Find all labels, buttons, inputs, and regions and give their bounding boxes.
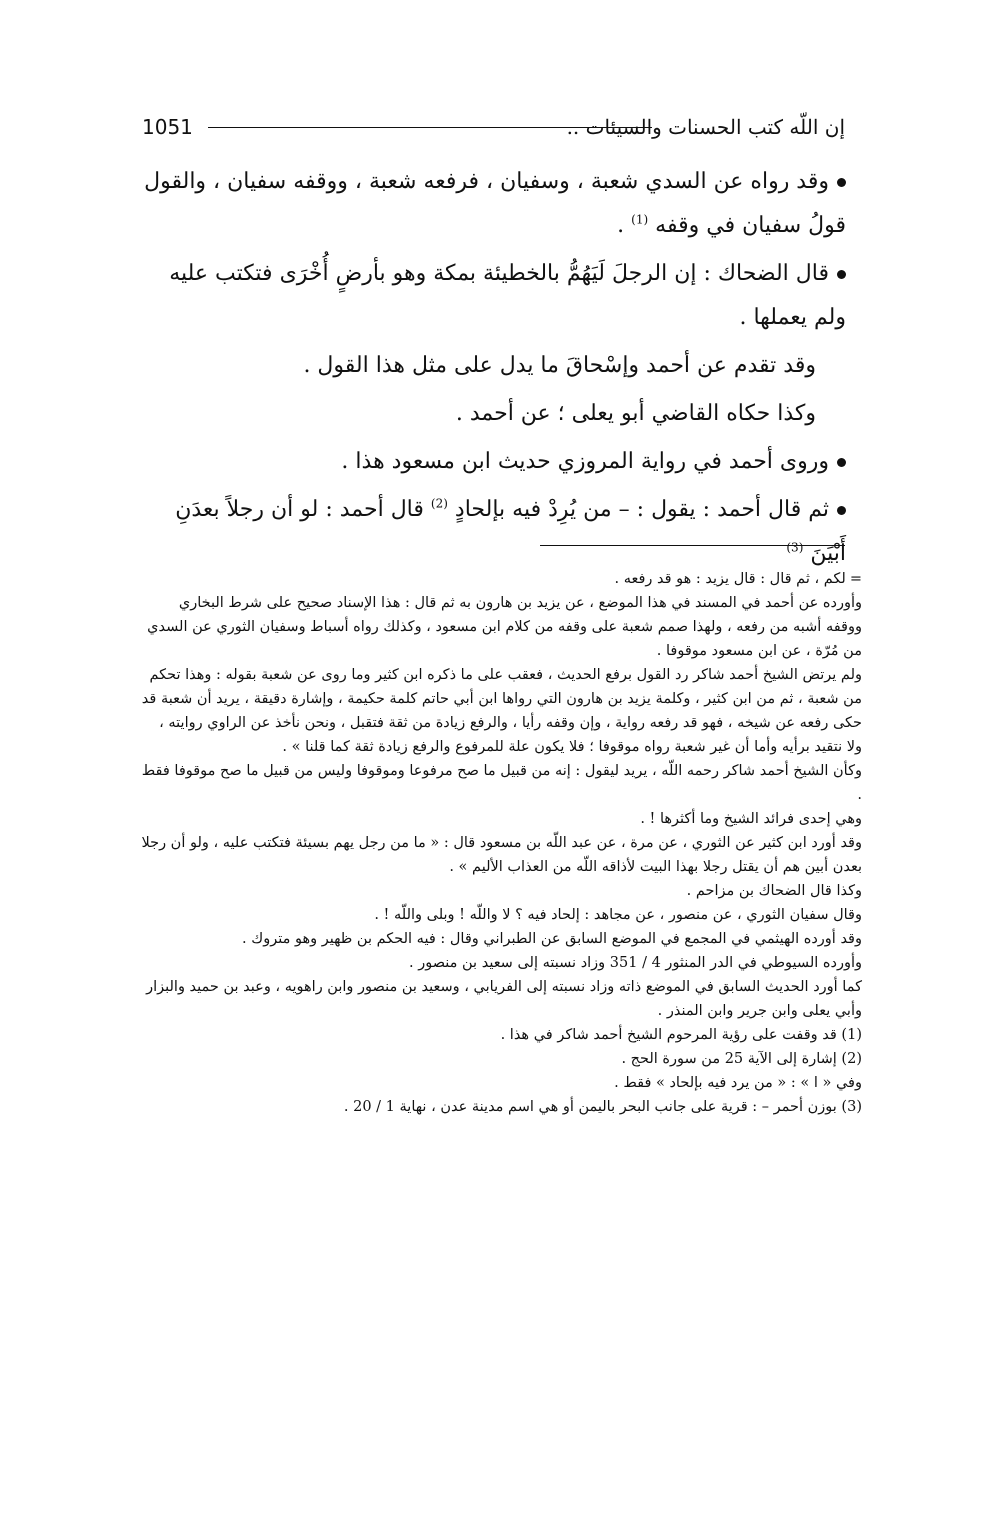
- footnote-line: [140, 567, 862, 591]
- footnote-line: وقد أورده الهيثمي في المجمع في الموضع السابق عن الطبراني وقال : فيه الحكم بن ظهير وهو متروك .: [242, 931, 862, 947]
- footnote-1: (1) قد وقفت على رؤية المرحوم الشيخ أحمد شاكر في هذا .: [500, 1027, 862, 1043]
- paragraph-3: [140, 344, 846, 388]
- note-ref: (3): [786, 540, 804, 555]
- paragraph-tail: .: [617, 213, 632, 238]
- paragraph-1: [140, 160, 846, 248]
- footnote-2: (2) إشارة إلى الآية 25 من سورة الحج .: [621, 1051, 862, 1067]
- page-header: [142, 112, 845, 146]
- paragraph-text: قال الضحاك : إن الرجلَ لَيَهُمُّ بالخطيئة بمكة وهو بأرضٍ أُخْرَى فتكتب عليه ولم يعملها .: [169, 261, 846, 330]
- footnote-2-variant: وفي « ا » : « من يرد فيه بإلحاد » فقط .: [614, 1075, 862, 1091]
- footnote-separator: [540, 545, 845, 546]
- paragraph-tail: قال أحمد : لو أن رجلاً بعدَنِ أَبْيَنَ: [175, 497, 846, 566]
- footnote-line: وقد أورد ابن كثير عن الثوري ، عن مرة ، عن عبد اللّه بن مسعود قال : « ما من رجل يهم بسيئة فتكتب عليه ، ولو أن رجلا بعدن أبين هم أن يقتل رجلا بهذا البيت لأذاقه اللّه من العذاب الأليم » .: [141, 835, 862, 875]
- footnote-line: ولم يرتض الشيخ أحمد شاكر رد القول برفع الحديث ، فعقب على ما ذكره ابن كثير وما روى عن شعبة بقوله : وهذا تحكم من شعبة ، ثم من ابن كثير ، وكلمة يزيد بن هارون التي رواها ابن أبي حاتم كلمة حكيمة ، وإشارة دقيقة ، يريد أن شعبة قد حكى رفعه عن شيخه ، فهو قد رفعه رواية ، وإن وقفه رأيا ، والرفع زيادة من ثقة فتقبل ، ونحن نأخذ عن الراوي روايته ، ولا نتقيد برأيه وأما أن غير شعبة رواه موقوفا ؛ فلا يكون علة للمرفوع والرفع زيادة ثقة كما قلنا » .: [141, 667, 862, 755]
- paragraph-6: [140, 488, 846, 576]
- paragraph-text: وروى أحمد في رواية المروزي حديث ابن مسعود هذا .: [341, 449, 829, 474]
- paragraph-5: [140, 440, 846, 484]
- paragraph-4: [140, 392, 846, 436]
- paragraph-text: وكذا حكاه القاضي أبو يعلى ؛ عن أحمد .: [455, 401, 816, 426]
- page-number: 1051: [142, 115, 193, 139]
- paragraph-text: وقد تقدم عن أحمد وإسْحاقَ ما يدل على مثل هذا القول .: [303, 353, 816, 378]
- footnote-line: وأورده عن أحمد في المسند في هذا الموضع ، عن يزيد بن هارون به ثم قال : هذا الإسناد صحيح على شرط البخاري ووقفه أشبه من رفعه ، ولهذا صمم شعبة على وقفه من كلام ابن مسعود ، وكذلك رواه أسباط وسفيان الثوري عن السدي من مُرّة ، عن ابن مسعود موقوفا .: [147, 595, 862, 659]
- footnote-line: وكذا قال الضحاك بن مزاحم .: [686, 883, 862, 899]
- running-title: إن اللّه كتب الحسنات والسيئات ..: [566, 115, 845, 139]
- paragraph-text: وقد رواه عن السدي شعبة ، وسفيان ، فرفعه شعبة ، ووقفه سفيان ، والقول قولُ سفيان في وقفه: [144, 169, 846, 238]
- footnotes: [140, 567, 862, 1119]
- main-text: [140, 160, 846, 580]
- footnote-line: وقال سفيان الثوري ، عن منصور ، عن مجاهد : إلحاد فيه ؟ لا واللّه ! وبلى واللّه ! .: [374, 907, 862, 923]
- note-ref: (2): [430, 496, 448, 511]
- bullet-icon: [837, 506, 846, 515]
- note-ref: (1): [631, 212, 649, 227]
- footnote-text: لكم ، ثم قال : قال يزيد : هو قد رفعه .: [614, 571, 846, 587]
- footnote-line: كما أورد الحديث السابق في الموضع ذاته وزاد نسبته إلى الفريابي ، وسعيد بن منصور وابن راهويه ، وعبد بن حميد والبزار وأبي يعلى وابن جرير وابن المنذر .: [146, 979, 862, 1019]
- bullet-icon: [837, 458, 846, 467]
- bullet-icon: [837, 178, 846, 187]
- footnote-line: وأورده السيوطي في الدر المنثور 4 / 351 وزاد نسبته إلى سعيد بن منصور .: [408, 955, 862, 971]
- continuation-mark: =: [849, 571, 862, 587]
- footnote-line: وهي إحدى فرائد الشيخ وما أكثرها ! .: [640, 811, 862, 827]
- paragraph-text: ثم قال أحمد : يقول : – من يُرِدْ فيه بإلحادٍ: [454, 497, 829, 522]
- bullet-icon: [837, 270, 846, 279]
- footnote-3: (3) بوزن أحمر – : قرية على جانب البحر باليمن أو هي اسم مدينة عدن ، نهاية 1 / 20 .: [343, 1099, 862, 1115]
- paragraph-2: [140, 252, 846, 340]
- footnote-line: وكأن الشيخ أحمد شاكر رحمه اللّه ، يريد ليقول : إنه من قبيل ما صح مرفوعا وموقوفا وليس من قبيل ما صح موقوفا فقط .: [141, 763, 862, 803]
